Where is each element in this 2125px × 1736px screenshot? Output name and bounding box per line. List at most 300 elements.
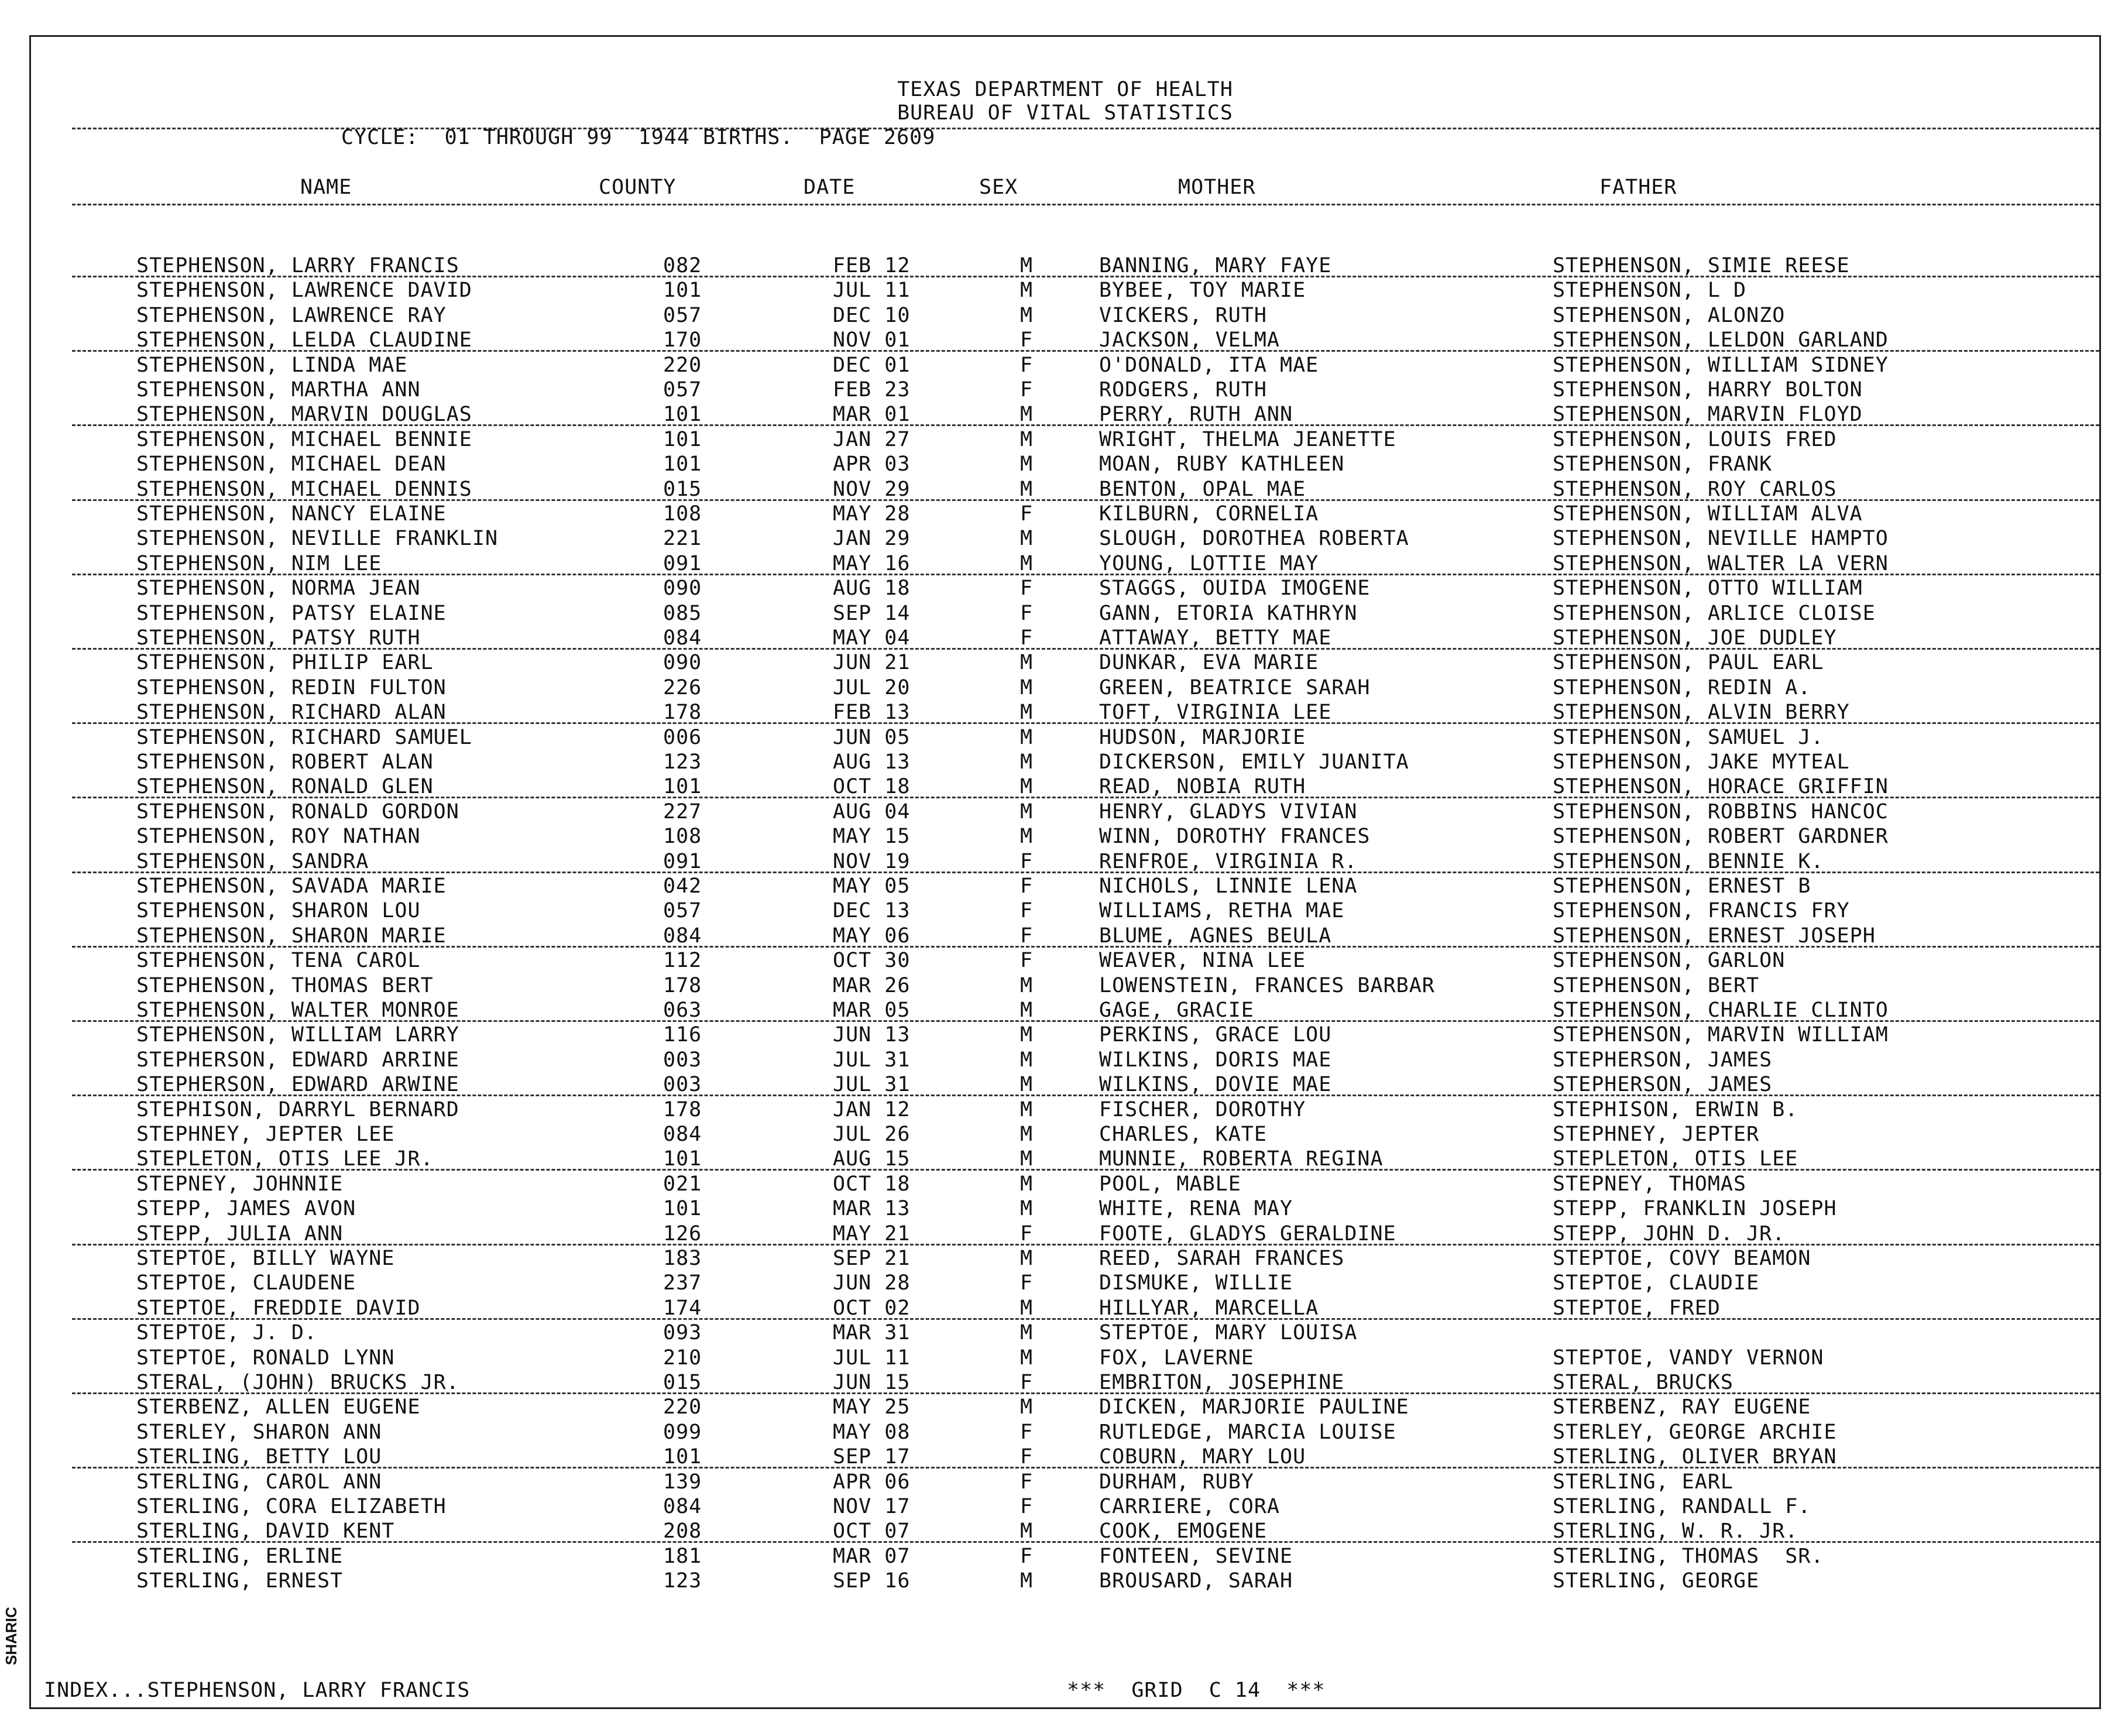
record-row	[31, 477, 2099, 502]
record-father: STEPHENSON, PAUL EARL	[1553, 651, 1824, 675]
record-county: 091	[663, 849, 702, 873]
record-row	[31, 1097, 2099, 1122]
record-sex: M	[1020, 1296, 1034, 1320]
record-name: STEPHERSON, EDWARD ARRINE	[136, 1048, 459, 1072]
record-date: NOV 19	[833, 849, 911, 873]
record-name: STERLING, CORA ELIZABETH	[136, 1495, 447, 1518]
record-name: STERLING, ERNEST	[136, 1569, 344, 1593]
row-rule	[72, 574, 2099, 575]
record-name: STEPHENSON, MICHAEL DENNIS	[136, 477, 472, 501]
record-row	[31, 1122, 2099, 1147]
record-county: 139	[663, 1470, 702, 1494]
record-date: FEB 13	[833, 701, 911, 725]
record-name: STEPHENSON, MICHAEL DEAN	[136, 452, 447, 476]
record-mother: DICKEN, MARJORIE PAULINE	[1099, 1395, 1409, 1419]
record-name: STEPHENSON, RICHARD ALAN	[136, 701, 447, 725]
record-sex: F	[1020, 353, 1034, 377]
row-rule	[72, 1541, 2099, 1543]
record-name: STEPHENSON, RONALD GORDON	[136, 800, 459, 824]
record-row	[31, 1271, 2099, 1295]
record-county: 181	[663, 1544, 702, 1568]
record-county: 237	[663, 1271, 702, 1295]
record-name: STEPTOE, BILLY WAYNE	[136, 1247, 395, 1270]
record-mother: CARRIERE, CORA	[1099, 1495, 1281, 1518]
record-mother: SLOUGH, DOROTHEA ROBERTA	[1099, 527, 1409, 551]
record-father: STEPHENSON, ROBERT GARDNER	[1553, 825, 1889, 849]
record-mother: RUTLEDGE, MARCIA LOUISE	[1099, 1420, 1396, 1444]
footer-grid: *** GRID C 14 ***	[1067, 1679, 1326, 1702]
record-mother: RODGERS, RUTH	[1099, 378, 1267, 402]
record-mother: LOWENSTEIN, FRANCES BARBAR	[1099, 973, 1435, 997]
record-sex: F	[1020, 1544, 1034, 1568]
record-date: JUL 31	[833, 1048, 911, 1072]
record-row	[31, 576, 2099, 601]
record-name: STERLING, ERLINE	[136, 1544, 344, 1568]
record-name: STEPNEY, JOHNNIE	[136, 1172, 344, 1196]
record-date: MAR 07	[833, 1544, 911, 1568]
record-row	[31, 849, 2099, 874]
record-date: OCT 18	[833, 1172, 911, 1196]
record-row	[31, 1172, 2099, 1196]
record-date: NOV 01	[833, 328, 911, 352]
record-sex: F	[1020, 1371, 1034, 1394]
record-row	[31, 924, 2099, 948]
record-row	[31, 998, 2099, 1023]
record-name: STEPHENSON, SHARON LOU	[136, 899, 421, 923]
record-mother: GREEN, BEATRICE SARAH	[1099, 675, 1371, 699]
record-row	[31, 1147, 2099, 1171]
record-row	[31, 650, 2099, 675]
record-row	[31, 1246, 2099, 1271]
record-sex: M	[1020, 973, 1034, 997]
record-name: STEPHENSON, PHILIP EARL	[136, 651, 434, 675]
record-date: MAR 26	[833, 973, 911, 997]
record-sex: F	[1020, 1495, 1034, 1518]
record-county: 101	[663, 279, 702, 303]
record-date: MAY 21	[833, 1222, 911, 1246]
record-county: 210	[663, 1346, 702, 1370]
record-sex: M	[1020, 1197, 1034, 1221]
record-name: STEPHENSON, LAWRENCE RAY	[136, 303, 447, 327]
record-sex: F	[1020, 1470, 1034, 1494]
record-date: SEP 16	[833, 1569, 911, 1593]
record-father: STEPHENSON, ALVIN BERRY	[1553, 701, 1850, 725]
record-father: STEPHENSON, JOE DUDLEY	[1553, 626, 1837, 650]
record-row	[31, 898, 2099, 923]
record-row	[31, 675, 2099, 700]
record-sex: M	[1020, 452, 1034, 476]
record-mother: FISCHER, DOROTHY	[1099, 1097, 1306, 1121]
record-county: 101	[663, 1445, 702, 1469]
record-county: 101	[663, 452, 702, 476]
record-county: 090	[663, 651, 702, 675]
record-date: MAY 15	[833, 825, 911, 849]
record-name: STEPHENSON, WILLIAM LARRY	[136, 1023, 459, 1047]
record-name: STERLING, DAVID KENT	[136, 1519, 395, 1543]
record-county: 227	[663, 800, 702, 824]
record-name: STEPTOE, J. D.	[136, 1321, 318, 1345]
record-mother: COBURN, MARY LOU	[1099, 1445, 1306, 1469]
record-sex: F	[1020, 1271, 1034, 1295]
record-father: STEPHENSON, WILLIAM ALVA	[1553, 502, 1863, 526]
record-row	[31, 601, 2099, 626]
record-date: MAY 04	[833, 626, 911, 650]
record-county: 170	[663, 328, 702, 352]
record-county: 108	[663, 825, 702, 849]
record-mother: NICHOLS, LINNIE LENA	[1099, 874, 1358, 898]
record-father: STEPHENSON, L D	[1553, 279, 1747, 303]
record-father: STEPHENSON, JAKE MYTEAL	[1553, 750, 1850, 774]
record-date: MAR 13	[833, 1197, 911, 1221]
record-row	[31, 973, 2099, 998]
record-mother: TOFT, VIRGINIA LEE	[1099, 701, 1332, 725]
record-sex: M	[1020, 1569, 1034, 1593]
record-county: 208	[663, 1519, 702, 1543]
record-name: STEPP, JULIA ANN	[136, 1222, 344, 1246]
record-date: JUN 13	[833, 1023, 911, 1047]
record-name: STEPTOE, CLAUDENE	[136, 1271, 356, 1295]
record-mother: STEPTOE, MARY LOUISA	[1099, 1321, 1358, 1345]
record-county: 082	[663, 254, 702, 277]
record-sex: M	[1020, 427, 1034, 451]
record-name: STEPHENSON, NORMA JEAN	[136, 577, 421, 601]
record-county: 084	[663, 1495, 702, 1518]
record-county: 099	[663, 1420, 702, 1444]
record-row	[31, 750, 2099, 774]
record-date: MAY 28	[833, 502, 911, 526]
record-county: 221	[663, 527, 702, 551]
record-date: OCT 07	[833, 1519, 911, 1543]
record-county: 057	[663, 899, 702, 923]
record-name: STEPHENSON, TENA CAROL	[136, 949, 421, 973]
record-father: STEPHENSON, SAMUEL J.	[1553, 725, 1824, 749]
record-county: 178	[663, 973, 702, 997]
record-sex: M	[1020, 1048, 1034, 1072]
record-sex: F	[1020, 899, 1034, 923]
record-sex: M	[1020, 800, 1034, 824]
record-father: STEPHENSON, REDIN A.	[1553, 675, 1811, 699]
record-name: STEPHENSON, MARVIN DOUGLAS	[136, 403, 472, 427]
record-name: STEPHENSON, NIM LEE	[136, 551, 382, 575]
record-row	[31, 353, 2099, 378]
record-mother: MUNNIE, ROBERTA REGINA	[1099, 1147, 1384, 1171]
record-name: STEPHENSON, SANDRA	[136, 849, 369, 873]
row-rule	[72, 350, 2099, 352]
record-sex: M	[1020, 477, 1034, 501]
col-mother: MOTHER	[1178, 176, 1256, 199]
record-row	[31, 1222, 2099, 1246]
record-row	[31, 948, 2099, 973]
record-mother: KILBURN, CORNELIA	[1099, 502, 1319, 526]
record-father: STEPHENSON, NEVILLE HAMPTO	[1553, 527, 1889, 551]
record-sex: F	[1020, 924, 1034, 948]
record-sex: M	[1020, 750, 1034, 774]
record-county: 091	[663, 551, 702, 575]
record-county: 084	[663, 924, 702, 948]
record-name: STEPHENSON, ROY NATHAN	[136, 825, 421, 849]
record-mother: BLUME, AGNES BEULA	[1099, 924, 1332, 948]
record-county: 123	[663, 1569, 702, 1593]
row-rule	[72, 1467, 2099, 1469]
record-sex: M	[1020, 999, 1034, 1022]
cycle-line: CYCLE: 01 THROUGH 99 1944 BIRTHS. PAGE 2609	[341, 126, 936, 149]
record-father: STEPTOE, CLAUDIE	[1553, 1271, 1760, 1295]
record-row	[31, 1569, 2099, 1593]
record-date: JUN 28	[833, 1271, 911, 1295]
record-row	[31, 824, 2099, 849]
record-mother: READ, NOBIA RUTH	[1099, 775, 1306, 799]
record-father: STEPHENSON, ERNEST JOSEPH	[1553, 924, 1876, 948]
col-father: FATHER	[1599, 176, 1677, 199]
record-sex: F	[1020, 949, 1034, 973]
record-date: FEB 23	[833, 378, 911, 402]
record-mother: GAGE, GRACIE	[1099, 999, 1254, 1022]
record-row	[31, 551, 2099, 576]
record-date: MAY 16	[833, 551, 911, 575]
record-county: 101	[663, 1197, 702, 1221]
record-date: OCT 30	[833, 949, 911, 973]
record-county: 015	[663, 1371, 702, 1394]
record-date: AUG 13	[833, 750, 911, 774]
record-sex: M	[1020, 1519, 1034, 1543]
record-mother: WRIGHT, THELMA JEANETTE	[1099, 427, 1396, 451]
record-mother: PERKINS, GRACE LOU	[1099, 1023, 1332, 1047]
row-rule	[72, 276, 2099, 277]
record-mother: ATTAWAY, BETTY MAE	[1099, 626, 1332, 650]
record-sex: M	[1020, 551, 1034, 575]
record-father: STERLING, OLIVER BRYAN	[1553, 1445, 1837, 1469]
record-sex: M	[1020, 1023, 1034, 1047]
record-row	[31, 328, 2099, 352]
record-date: MAR 31	[833, 1321, 911, 1345]
record-sex: F	[1020, 577, 1034, 601]
row-rule	[72, 1020, 2099, 1022]
record-sex: F	[1020, 626, 1034, 650]
record-mother: HUDSON, MARJORIE	[1099, 725, 1306, 749]
record-mother: GANN, ETORIA KATHRYN	[1099, 601, 1358, 625]
record-mother: CHARLES, KATE	[1099, 1123, 1267, 1146]
record-father: STEPHENSON, FRANCIS FRY	[1553, 899, 1850, 923]
record-county: 178	[663, 1097, 702, 1121]
footer-index: INDEX...STEPHENSON, LARRY FRANCIS	[44, 1679, 471, 1702]
row-rule	[72, 1318, 2099, 1320]
record-sex: M	[1020, 527, 1034, 551]
record-county: 101	[663, 427, 702, 451]
record-date: DEC 13	[833, 899, 911, 923]
record-father: STERBENZ, RAY EUGENE	[1553, 1395, 1811, 1419]
record-row	[31, 725, 2099, 750]
record-sex: M	[1020, 1123, 1034, 1146]
record-date: JUN 05	[833, 725, 911, 749]
record-county: 090	[663, 577, 702, 601]
record-row	[31, 1420, 2099, 1445]
record-row	[31, 1519, 2099, 1543]
record-date: MAY 05	[833, 874, 911, 898]
record-county: 220	[663, 353, 702, 377]
record-row	[31, 378, 2099, 402]
record-date: JUN 15	[833, 1371, 911, 1394]
record-county: 108	[663, 502, 702, 526]
record-father: STEPHERSON, JAMES	[1553, 1048, 1773, 1072]
record-date: FEB 12	[833, 254, 911, 277]
record-mother: JACKSON, VELMA	[1099, 328, 1281, 352]
record-row	[31, 1023, 2099, 1047]
record-date: JAN 29	[833, 527, 911, 551]
record-mother: HENRY, GLADYS VIVIAN	[1099, 800, 1358, 824]
record-county: 003	[663, 1048, 702, 1072]
row-rule	[72, 1095, 2099, 1096]
record-sex: F	[1020, 874, 1034, 898]
record-county: 084	[663, 1123, 702, 1146]
record-father: STEPHENSON, FRANK	[1553, 452, 1773, 476]
record-date: JAN 12	[833, 1097, 911, 1121]
row-rule	[72, 1169, 2099, 1171]
row-rule	[72, 946, 2099, 948]
record-mother: POOL, MABLE	[1099, 1172, 1241, 1196]
record-father: STEPTOE, VANDY VERNON	[1553, 1346, 1824, 1370]
record-date: JAN 27	[833, 427, 911, 451]
record-name: STEPHERSON, EDWARD ARWINE	[136, 1073, 459, 1097]
record-mother: BENTON, OPAL MAE	[1099, 477, 1306, 501]
record-row	[31, 800, 2099, 824]
record-father: STEPHENSON, LOUIS FRED	[1553, 427, 1837, 451]
record-date: APR 06	[833, 1470, 911, 1494]
row-rule	[72, 424, 2099, 426]
record-name: STEPHENSON, REDIN FULTON	[136, 675, 447, 699]
record-date: DEC 01	[833, 353, 911, 377]
record-father: STEPHENSON, SIMIE REESE	[1553, 254, 1850, 277]
record-row	[31, 874, 2099, 898]
record-father: STEPHENSON, CHARLIE CLINTO	[1553, 999, 1889, 1022]
record-row	[31, 1445, 2099, 1469]
record-name: STEPHENSON, ROBERT ALAN	[136, 750, 434, 774]
record-date: AUG 18	[833, 577, 911, 601]
record-sex: F	[1020, 849, 1034, 873]
record-sex: F	[1020, 502, 1034, 526]
record-mother: YOUNG, LOTTIE MAY	[1099, 551, 1319, 575]
record-father: STEPHENSON, ALONZO	[1553, 303, 1786, 327]
record-date: SEP 21	[833, 1247, 911, 1270]
record-county: 112	[663, 949, 702, 973]
record-county: 006	[663, 725, 702, 749]
record-name: STEPHENSON, PATSY ELAINE	[136, 601, 447, 625]
record-father: STEPHENSON, ARLICE CLOISE	[1553, 601, 1876, 625]
record-father: STEPHENSON, WALTER LA VERN	[1553, 551, 1889, 575]
record-county: 042	[663, 874, 702, 898]
record-mother: WEAVER, NINA LEE	[1099, 949, 1306, 973]
record-name: STEPP, JAMES AVON	[136, 1197, 356, 1221]
record-father: STEPHENSON, MARVIN FLOYD	[1553, 403, 1863, 427]
record-county: 084	[663, 626, 702, 650]
record-father: STEPP, JOHN D. JR.	[1553, 1222, 1786, 1246]
record-father: STEPHERSON, JAMES	[1553, 1073, 1773, 1097]
row-rule	[72, 722, 2099, 724]
record-sex: M	[1020, 1321, 1034, 1345]
record-father: STERLING, W. R. JR.	[1553, 1519, 1798, 1543]
record-father: STEPLETON, OTIS LEE	[1553, 1147, 1798, 1171]
record-father: STEPHENSON, BERT	[1553, 973, 1760, 997]
record-father: STEPTOE, FRED	[1553, 1296, 1721, 1320]
record-sex: M	[1020, 1172, 1034, 1196]
record-name: STEPHENSON, LINDA MAE	[136, 353, 408, 377]
record-row	[31, 1544, 2099, 1569]
side-mark: SHARIC	[2, 1607, 20, 1665]
record-mother: BROUSARD, SARAH	[1099, 1569, 1293, 1593]
record-row	[31, 626, 2099, 650]
record-name: STEPHENSON, WALTER MONROE	[136, 999, 459, 1022]
record-name: STERLING, BETTY LOU	[136, 1445, 382, 1469]
record-name: STEPHENSON, THOMAS BERT	[136, 973, 434, 997]
record-row	[31, 774, 2099, 799]
record-date: MAY 06	[833, 924, 911, 948]
record-sex: M	[1020, 775, 1034, 799]
record-name: STEPHENSON, NANCY ELAINE	[136, 502, 447, 526]
record-father: STEPHNEY, JEPTER	[1553, 1123, 1760, 1146]
record-father: STEPHISON, ERWIN B.	[1553, 1097, 1798, 1121]
record-county: 183	[663, 1247, 702, 1270]
record-father: STERAL, BRUCKS	[1553, 1371, 1734, 1394]
record-mother: FONTEEN, SEVINE	[1099, 1544, 1293, 1568]
record-name: STEPHENSON, LARRY FRANCIS	[136, 254, 459, 277]
record-mother: MOAN, RUBY KATHLEEN	[1099, 452, 1345, 476]
record-mother: RENFROE, VIRGINIA R.	[1099, 849, 1358, 873]
record-name: STEPLETON, OTIS LEE JR.	[136, 1147, 434, 1171]
record-sex: M	[1020, 675, 1034, 699]
record-row	[31, 526, 2099, 551]
record-date: AUG 15	[833, 1147, 911, 1171]
record-sex: F	[1020, 1420, 1034, 1444]
record-name: STERLEY, SHARON ANN	[136, 1420, 382, 1444]
row-rule	[72, 797, 2099, 798]
record-row	[31, 1320, 2099, 1345]
header-title: TEXAS DEPARTMENT OF HEALTH	[897, 78, 1233, 101]
record-father: STEPHENSON, GARLON	[1553, 949, 1786, 973]
record-mother: WILKINS, DORIS MAE	[1099, 1048, 1332, 1072]
record-name: STEPTOE, FREDDIE DAVID	[136, 1296, 421, 1320]
record-row	[31, 1395, 2099, 1419]
record-name: STEPHENSON, MICHAEL BENNIE	[136, 427, 472, 451]
record-mother: WILKINS, DOVIE MAE	[1099, 1073, 1332, 1097]
record-mother: COOK, EMOGENE	[1099, 1519, 1267, 1543]
record-father: STEPHENSON, WILLIAM SIDNEY	[1553, 353, 1889, 377]
record-sex: F	[1020, 1222, 1034, 1246]
record-row	[31, 1494, 2099, 1519]
record-father: STEPNEY, THOMAS	[1553, 1172, 1747, 1196]
record-name: STEPHENSON, SHARON MARIE	[136, 924, 447, 948]
record-row	[31, 1470, 2099, 1494]
record-county: 015	[663, 477, 702, 501]
record-sex: F	[1020, 1445, 1034, 1469]
record-name: STEPTOE, RONALD LYNN	[136, 1346, 395, 1370]
record-father: STEPHENSON, MARVIN WILLIAM	[1553, 1023, 1889, 1047]
record-mother: DISMUKE, WILLIE	[1099, 1271, 1293, 1295]
record-name: STEPHENSON, SAVADA MARIE	[136, 874, 447, 898]
record-row	[31, 278, 2099, 303]
record-county: 123	[663, 750, 702, 774]
record-name: STEPHENSON, RICHARD SAMUEL	[136, 725, 472, 749]
record-row	[31, 427, 2099, 452]
record-date: JUL 26	[833, 1123, 911, 1146]
row-rule	[72, 1392, 2099, 1394]
record-father: STEPHENSON, LELDON GARLAND	[1553, 328, 1889, 352]
record-county: 220	[663, 1395, 702, 1419]
record-sex: M	[1020, 303, 1034, 327]
record-date: DEC 10	[833, 303, 911, 327]
record-mother: HILLYAR, MARCELLA	[1099, 1296, 1319, 1320]
record-county: 093	[663, 1321, 702, 1345]
record-name: STEPHENSON, MARTHA ANN	[136, 378, 421, 402]
record-sex: M	[1020, 725, 1034, 749]
